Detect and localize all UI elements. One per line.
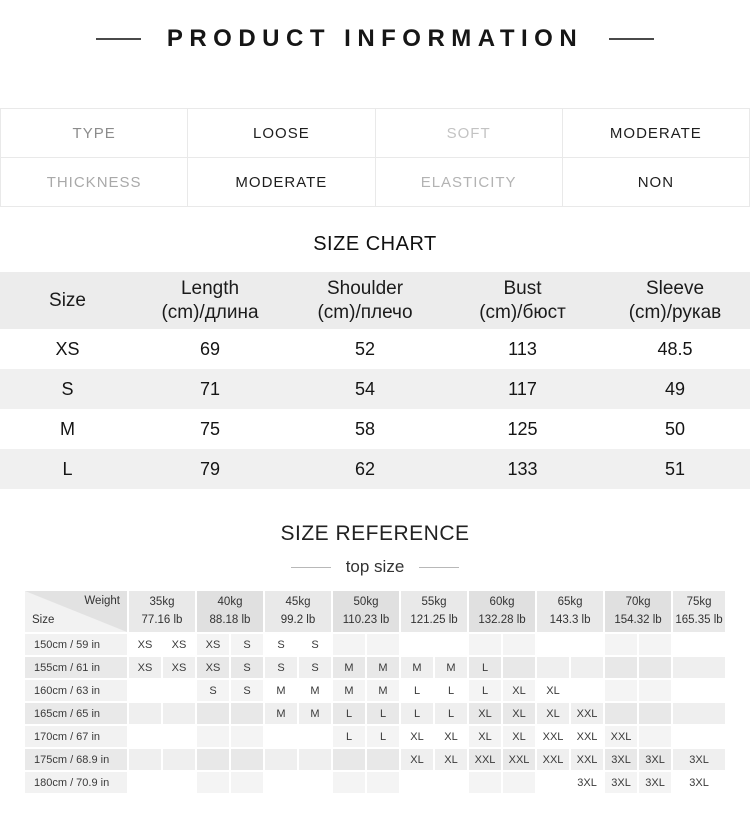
size-chart-cell: 79 [199,458,221,479]
size-ref-cell [503,772,535,793]
height-row-label: 170cm / 67 in [25,726,127,747]
size-ref-cell: 3XL [605,772,637,793]
size-ref-cell [367,772,399,793]
height-row-label: 160cm / 63 in [25,680,127,701]
size-ref-cell [129,680,161,701]
size-chart-cell: 51 [664,458,686,479]
size-ref-cell [639,680,671,701]
spec-value-softness: MODERATE [562,109,749,158]
size-ref-row [25,680,725,701]
size-ref-cell [639,657,671,678]
size-ref-cell: M [299,703,331,724]
top-size-label: top size [345,557,405,576]
size-ref-cell: M [401,657,433,678]
size-ref-cell: L [469,680,501,701]
size-ref-cell [163,749,195,770]
size-ref-cell [503,634,535,655]
size-ref-cell: 3XL [673,772,725,793]
size-chart-size-column-header: Size [49,289,86,311]
spec-label-softness: SOFT [375,109,562,158]
size-ref-cell: S [299,657,331,678]
size-ref-cell [129,772,161,793]
size-ref-cell [639,634,671,655]
size-ref-cell [673,657,725,678]
size-ref-cell: XL [435,749,467,770]
size-ref-cell: 3XL [639,749,671,770]
size-ref-row [25,772,725,793]
size-ref-cell [605,680,637,701]
title-left-line [96,38,141,40]
size-ref-cell: XS [163,657,195,678]
weight-column-header: 60kg 132.28 lb [469,591,535,632]
size-ref-cell: XXL [571,703,603,724]
size-ref-cell: XL [435,726,467,747]
page-title: PRODUCT INFORMATION [166,25,584,52]
height-row-label: 150cm / 59 in [25,634,127,655]
size-ref-row [25,726,725,747]
spec-value-thickness: MODERATE [188,158,375,207]
size-ref-cell [639,726,671,747]
size-axis-label: Size [32,614,55,626]
size-chart-cell: 48.5 [657,338,693,359]
size-chart-cell: 69 [199,338,221,359]
size-ref-cell: XXL [537,726,569,747]
size-ref-cell [197,772,229,793]
size-ref-cell [333,749,365,770]
size-ref-cell: S [265,634,297,655]
size-ref-cell: M [367,657,399,678]
size-ref-cell [231,726,263,747]
size-ref-cell: M [367,680,399,701]
size-chart-row [0,369,750,409]
size-chart-cell: 117 [508,378,537,399]
size-ref-cell [673,703,725,724]
size-ref-cell: XL [537,680,569,701]
size-ref-cell [537,634,569,655]
spec-label-elasticity: ELASTICITY [375,158,562,207]
size-ref-cell [367,749,399,770]
size-ref-cell [231,703,263,724]
size-ref-cell: XL [503,703,535,724]
size-ref-cell [197,749,229,770]
size-ref-cell: L [435,680,467,701]
size-ref-cell [163,726,195,747]
size-ref-cell: M [333,680,365,701]
size-chart-cell: 52 [354,338,376,359]
size-ref-cell: XS [197,634,229,655]
size-ref-cell: XS [129,634,161,655]
size-ref-cell: XXL [503,749,535,770]
size-ref-cell: L [333,726,365,747]
size-ref-cell: M [299,680,331,701]
size-ref-cell [435,634,467,655]
size-ref-cell [571,634,603,655]
size-ref-cell: S [231,634,263,655]
size-chart-cell: 58 [354,418,376,439]
size-ref-cell: XL [537,703,569,724]
size-chart-column-header: Length (cm)/длина [161,278,259,323]
size-ref-cell [571,680,603,701]
size-ref-cell [571,657,603,678]
size-ref-cell: XXL [469,749,501,770]
size-ref-cell [265,726,297,747]
size-chart-column-header: Bust (cm)/бюст [479,278,566,323]
size-chart-cell: S [61,378,74,399]
size-chart-row [0,449,750,489]
size-ref-cell [537,657,569,678]
size-ref-cell: M [435,657,467,678]
size-ref-cell: S [299,634,331,655]
spec-label-thickness: THICKNESS [1,158,188,207]
size-chart-cell: XS [55,338,80,359]
size-ref-cell: XL [401,749,433,770]
size-ref-cell: L [401,680,433,701]
size-ref-cell: XL [503,726,535,747]
size-ref-cell: S [197,680,229,701]
size-ref-cell [299,772,331,793]
size-ref-cell: L [367,726,399,747]
size-ref-cell: XXL [537,749,569,770]
size-ref-cell [129,726,161,747]
size-ref-cell [333,634,365,655]
size-ref-cell [129,749,161,770]
size-reference-heading: SIZE REFERENCE [280,522,470,545]
spec-row [1,109,750,158]
size-chart-cell: 125 [507,418,538,439]
size-chart-row [0,409,750,449]
size-ref-cell: 3XL [673,749,725,770]
height-row-label: 165cm / 65 in [25,703,127,724]
spec-label-type: TYPE [1,109,188,158]
height-row-label: 175cm / 68.9 in [25,749,127,770]
top-size-subheading-row [0,557,750,577]
size-ref-cell: XL [401,726,433,747]
size-ref-cell: XL [469,726,501,747]
weight-column-header: 35kg 77.16 lb [129,591,195,632]
size-ref-cell [503,657,535,678]
size-chart-cell: 62 [354,458,376,479]
size-ref-cell [673,726,725,747]
size-ref-cell [639,703,671,724]
size-ref-cell: 3XL [639,772,671,793]
size-ref-cell [265,772,297,793]
size-chart-cell: 49 [664,378,686,399]
product-information-header [0,0,750,53]
size-ref-cell: L [401,703,433,724]
size-ref-row [25,703,725,724]
weight-column-header: 50kg 110.23 lb [333,591,399,632]
size-ref-cell [605,634,637,655]
size-chart-header-row [0,272,750,329]
size-ref-cell [469,634,501,655]
size-chart-cell: 133 [507,458,538,479]
size-ref-row [25,634,725,655]
spec-value-type: LOOSE [188,109,375,158]
size-ref-cell [435,772,467,793]
size-ref-cell: 3XL [605,749,637,770]
size-ref-row [25,657,725,678]
weight-column-header: 65kg 143.3 lb [537,591,603,632]
size-ref-cell [231,772,263,793]
size-ref-cell: L [469,657,501,678]
top-size-right-line [419,567,459,568]
size-ref-header-row [25,591,725,632]
size-ref-cell: 3XL [571,772,603,793]
size-ref-cell [673,680,725,701]
size-chart-column-header: Shoulder (cm)/плечо [317,278,413,323]
size-ref-cell [129,703,161,724]
size-chart-heading: SIZE CHART [313,233,437,255]
size-ref-cell [333,772,365,793]
size-chart-table [0,272,750,489]
size-ref-cell: M [265,680,297,701]
size-ref-cell [537,772,569,793]
size-ref-cell [401,772,433,793]
height-row-label: 180cm / 70.9 in [25,772,127,793]
size-ref-cell [163,772,195,793]
size-ref-cell: S [231,680,263,701]
size-chart-cell: 54 [354,378,376,399]
size-ref-cell [469,772,501,793]
weight-axis-label: Weight [84,595,120,607]
size-ref-cell [299,749,331,770]
weight-column-header: 70kg 154.32 lb [605,591,671,632]
size-chart-cell: 113 [508,338,537,359]
weight-column-header: 40kg 88.18 lb [197,591,263,632]
size-ref-cell: XL [469,703,501,724]
size-ref-row [25,749,725,770]
size-chart-column-header: Sleeve (cm)/рукав [628,278,722,323]
size-ref-cell [231,749,263,770]
size-ref-cell: XS [163,634,195,655]
title-right-line [609,38,654,40]
weight-column-header: 55kg 121.25 lb [401,591,467,632]
weight-column-header: 75kg 165.35 lb [673,591,725,632]
size-ref-cell: M [333,657,365,678]
size-ref-cell: L [435,703,467,724]
size-ref-cell [163,680,195,701]
size-ref-cell: L [333,703,365,724]
size-reference-table [23,589,727,795]
size-ref-cell: XS [197,657,229,678]
size-ref-cell: M [265,703,297,724]
height-row-label: 155cm / 61 in [25,657,127,678]
size-ref-cell: S [265,657,297,678]
size-ref-cell [197,703,229,724]
size-ref-cell [299,726,331,747]
spec-row [1,158,750,207]
spec-value-elasticity: NON [562,158,749,207]
size-ref-corner-cell [25,591,127,632]
size-ref-cell [605,703,637,724]
size-chart-cell: L [62,458,73,479]
size-ref-cell: S [231,657,263,678]
size-ref-cell [265,749,297,770]
size-chart-cell: 71 [199,378,221,399]
size-ref-cell: L [367,703,399,724]
size-chart-row [0,329,750,369]
size-ref-cell: XS [129,657,161,678]
size-ref-cell: XXL [605,726,637,747]
weight-column-header: 45kg 99.2 lb [265,591,331,632]
top-size-left-line [291,567,331,568]
size-ref-cell: XXL [571,726,603,747]
size-chart-cell: 75 [199,418,221,439]
size-ref-cell: XL [503,680,535,701]
size-ref-cell [401,634,433,655]
size-ref-cell [197,726,229,747]
size-chart-cell: 50 [664,418,686,439]
size-chart-cell: M [60,418,75,439]
fabric-spec-table [0,108,750,207]
size-ref-cell [163,703,195,724]
size-ref-cell [605,657,637,678]
size-ref-cell [367,634,399,655]
size-ref-cell [673,634,725,655]
size-ref-cell: XXL [571,749,603,770]
